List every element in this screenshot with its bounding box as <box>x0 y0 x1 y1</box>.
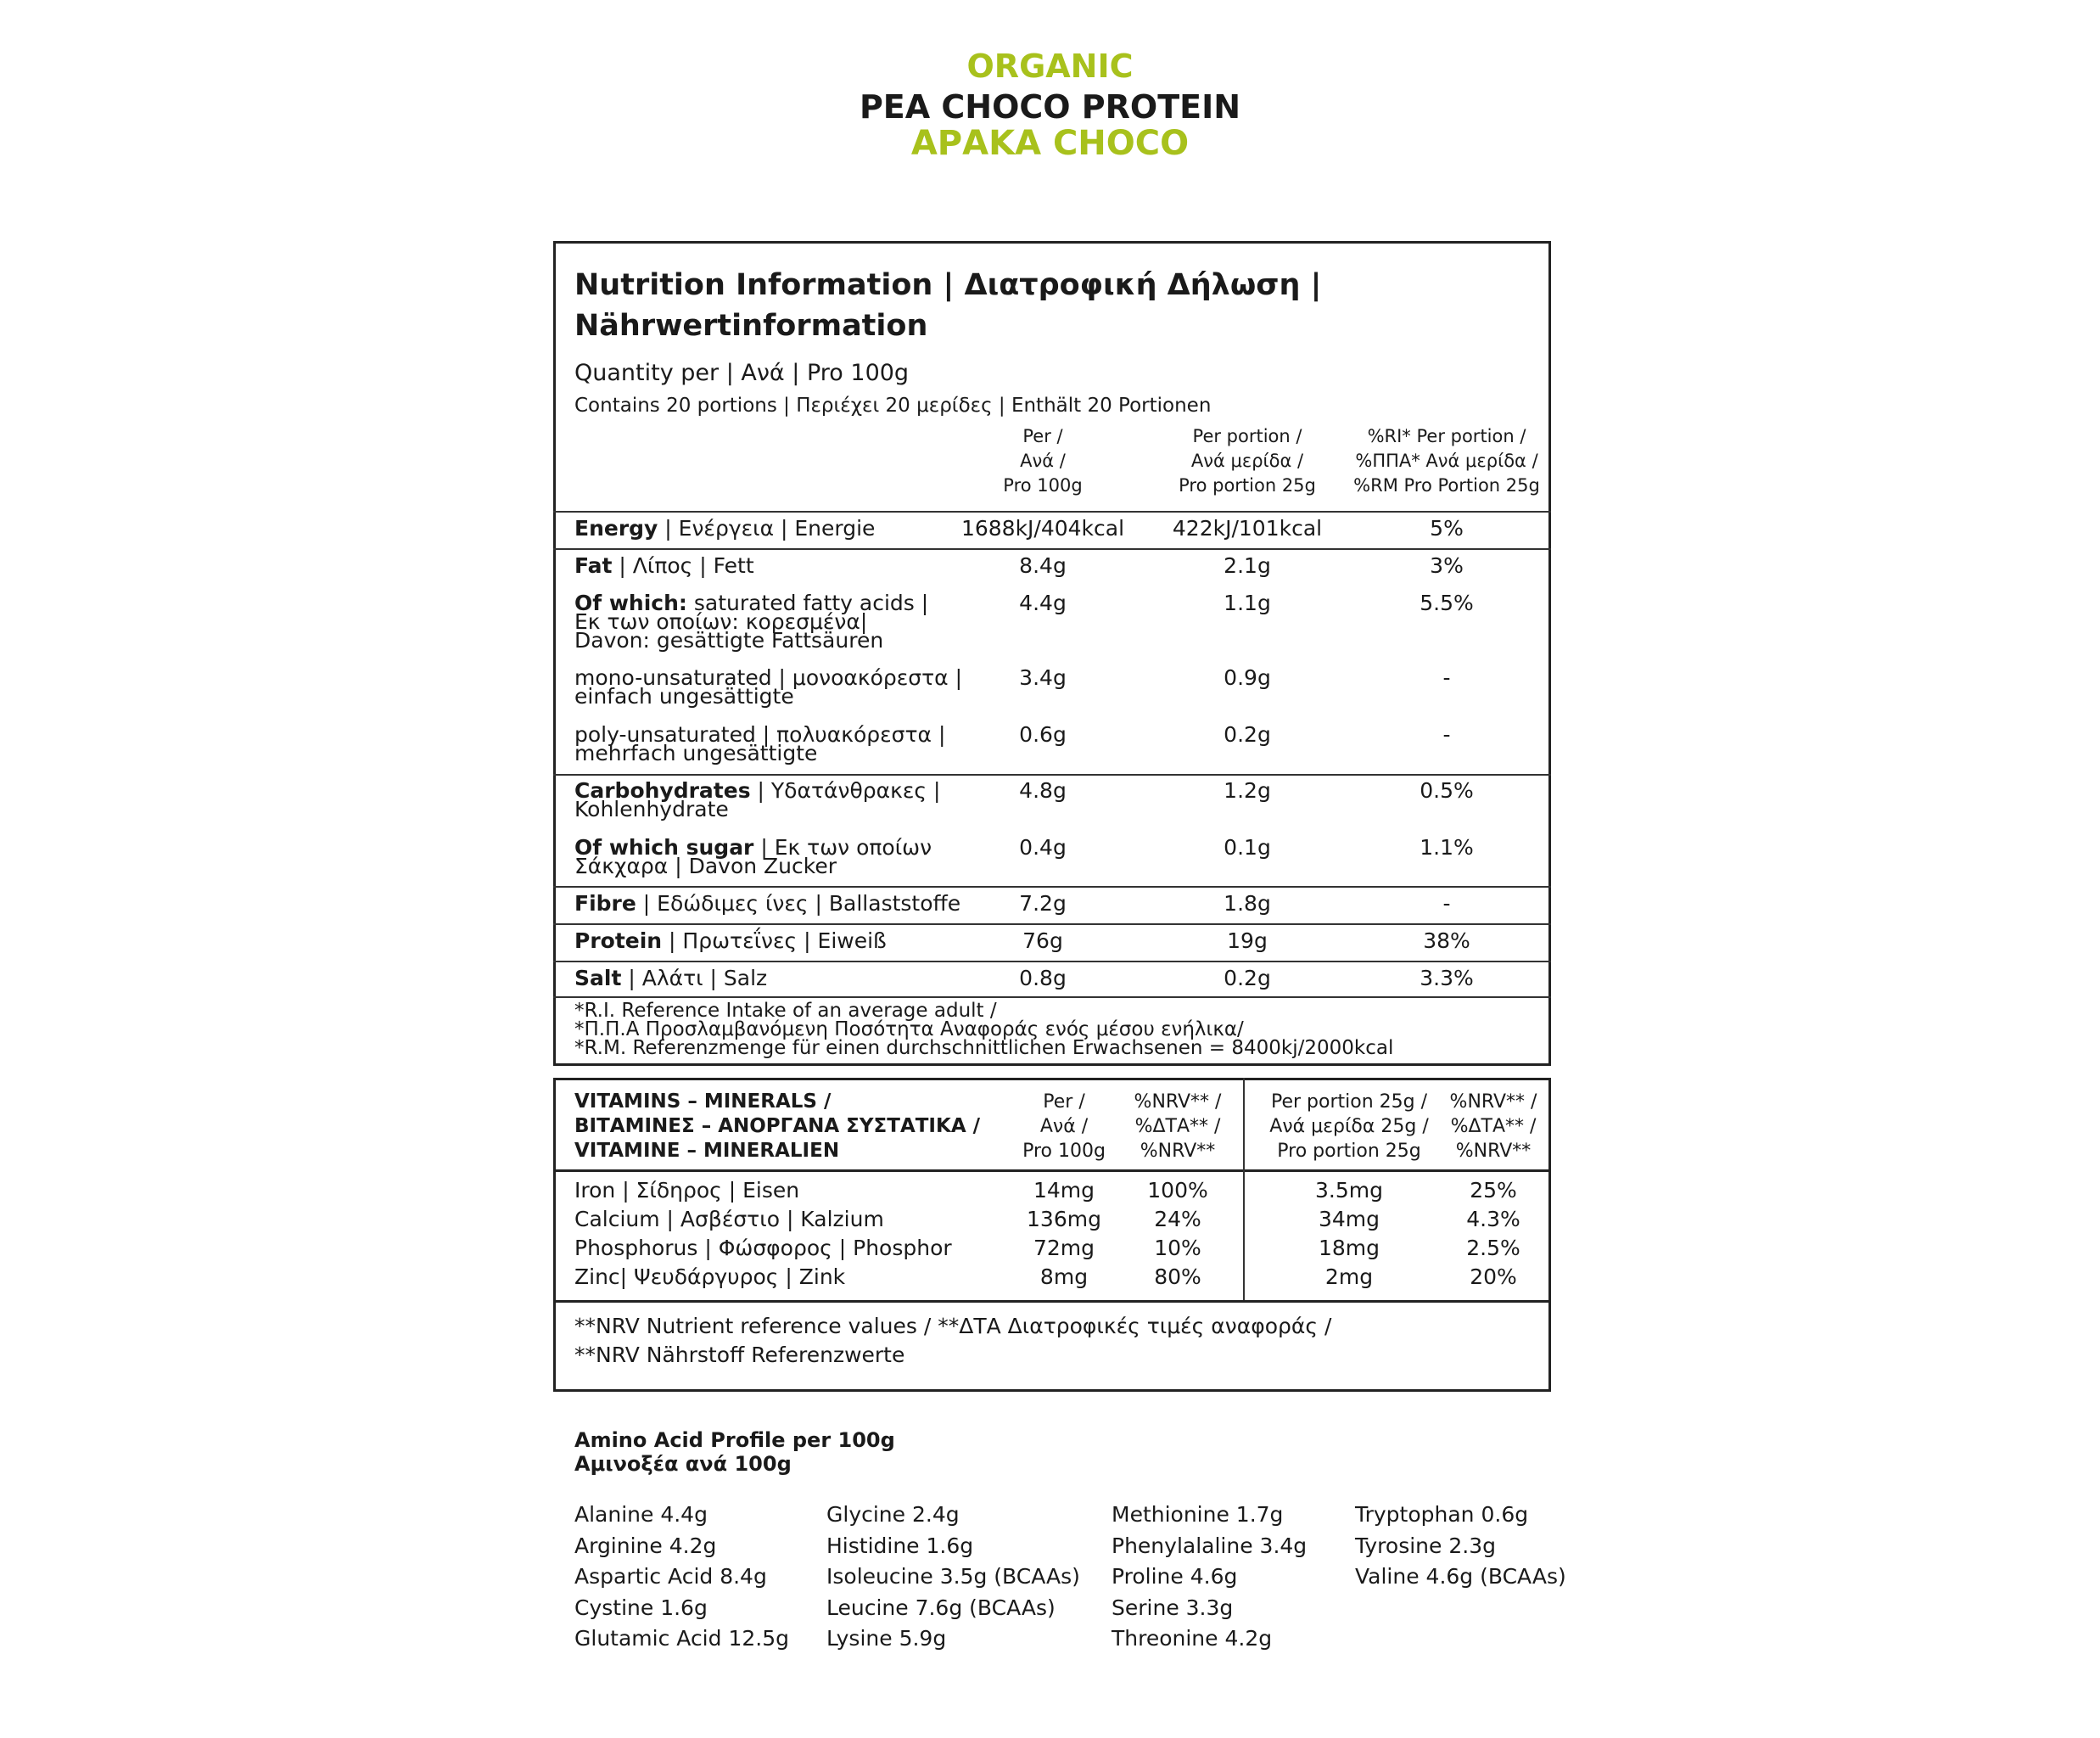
nutrient-value: 0.2g <box>1224 966 1271 990</box>
nutrient-name: Salt <box>574 966 622 990</box>
nutrient-name: Fibre <box>574 891 636 916</box>
mineral-value: 2.5% <box>1466 1236 1520 1260</box>
amino-acid-item: Arginine 4.2g <box>574 1533 717 1558</box>
column-header: Ανά / <box>1039 1116 1089 1137</box>
nutrient-translation: mehrfach ungesättigte <box>574 741 818 765</box>
vitamins-title: VITAMINS – MINERALS / ΒΙΤΑΜΙΝΕΣ – ΑΝΟΡΓΑΝΑ ΣΥΣΤΑΤΙΚΑ / VITAMINE – MINERALIEN <box>574 1090 981 1162</box>
nutrient-value: 0.5% <box>1420 778 1474 803</box>
nutrient-value: 4.8g <box>1019 778 1067 803</box>
nutrient-value: 1688kJ/404kcal <box>960 516 1125 541</box>
footnote-line: *R.I. Reference Intake of an average adult / <box>574 1000 997 1022</box>
nutrient-translation: | Υδατάνθρακες | <box>750 778 941 803</box>
nutrient-translation: | Εκ των οποίων <box>753 835 932 860</box>
mineral-value: 4.3% <box>1466 1207 1520 1231</box>
nutrient-translation: mono-unsaturated | μονοακόρεστα | <box>574 665 963 690</box>
nutrient-translation: Davon: gesättigte Fattsäuren <box>574 628 884 653</box>
mineral-value: 34mg <box>1318 1207 1380 1231</box>
nutrient-translation: Εκ των οποίων: κορεσμένα| <box>574 609 868 634</box>
amino-acid-item: Cystine 1.6g <box>574 1595 708 1620</box>
nutrient-value: 3% <box>1430 553 1464 578</box>
nutrient-value: 4.4g <box>1019 591 1067 615</box>
nutrient-name: Of which: <box>574 591 687 615</box>
mineral-value: 14mg <box>1033 1178 1095 1203</box>
nutrient-translation: | Λίπος | Fett <box>612 553 754 578</box>
amino-acid-item: Tyrosine 2.3g <box>1355 1533 1496 1558</box>
nutrient-name: Carbohydrates <box>574 778 751 803</box>
nutrient-value: - <box>1442 722 1451 747</box>
row-divider <box>553 511 1551 513</box>
nutrient-value: 422kJ/101kcal <box>1172 516 1323 541</box>
nutrient-value: 1.1g <box>1224 591 1271 615</box>
column-header: %NRV** / <box>1134 1091 1222 1113</box>
nutrient-label <box>574 665 963 709</box>
mineral-value: 72mg <box>1033 1236 1095 1260</box>
nutrient-label <box>574 516 876 541</box>
nutrient-name: Protein <box>574 928 663 953</box>
column-header: %ΔΤΑ** / <box>1450 1116 1537 1137</box>
nutrient-label <box>574 928 887 953</box>
nutrient-label <box>574 591 929 653</box>
nutrient-value: 5% <box>1430 516 1464 541</box>
nutrient-value: 0.6g <box>1019 722 1067 747</box>
amino-acid-item: Proline 4.6g <box>1112 1564 1238 1589</box>
mineral-value: 18mg <box>1318 1236 1380 1260</box>
column-header: Per portion / <box>1192 426 1302 446</box>
nutrient-translation: Kohlenhydrate <box>574 797 729 821</box>
amino-acid-item: Isoleucine 3.5g (BCAAs) <box>826 1564 1080 1589</box>
row-divider <box>553 886 1551 888</box>
amino-acid-item: Leucine 7.6g (BCAAs) <box>826 1595 1056 1620</box>
amino-acid-item: Threonine 4.2g <box>1112 1626 1273 1651</box>
column-header: %NRV** / <box>1449 1091 1537 1113</box>
amino-acid-item: Methionine 1.7g <box>1112 1502 1284 1527</box>
mineral-value: 25% <box>1470 1178 1517 1203</box>
row-divider <box>553 548 1551 550</box>
mineral-name: Phosphorus | Φώσφορος | Phosphor <box>574 1236 952 1260</box>
nutrient-value: 0.2g <box>1224 722 1271 747</box>
amino-acid-item: Valine 4.6g (BCAAs) <box>1355 1564 1566 1589</box>
product-name-greek: ΑΡΑΚΑ CHOCO <box>910 124 1190 163</box>
column-header: Pro portion 25g <box>1179 475 1316 496</box>
nutrient-value: 1.8g <box>1224 891 1271 916</box>
nutrient-value: 7.2g <box>1019 891 1067 916</box>
mineral-value: 3.5mg <box>1315 1178 1383 1203</box>
nutrient-name: Fat <box>574 553 613 578</box>
nutrient-value: 3.4g <box>1019 665 1067 690</box>
nutrient-label <box>574 778 941 821</box>
nutrient-value: 3.3% <box>1420 966 1474 990</box>
column-header: Ανά μερίδα / <box>1190 451 1304 471</box>
nutrient-translation: saturated fatty acids | <box>686 591 929 615</box>
nutrient-value: - <box>1442 891 1451 916</box>
column-header: Pro portion 25g <box>1277 1141 1421 1162</box>
nutrient-translation: | Αλάτι | Salz <box>621 966 768 990</box>
footnote-line: *R.M. Referenzmenge für einen durchschnittlichen Erwachsenen = 8400kj/2000kcal <box>574 1037 1394 1059</box>
amino-acid-item: Glutamic Acid 12.5g <box>574 1626 789 1651</box>
nutrition-title-de: Nährwertinformation <box>574 309 928 343</box>
nutrient-label <box>574 966 768 990</box>
mineral-value: 100% <box>1147 1178 1208 1203</box>
row-divider <box>553 996 1551 998</box>
nutrient-value: 8.4g <box>1019 553 1067 578</box>
column-header: %RM Pro Portion 25g <box>1353 475 1540 496</box>
footnote-line: *Π.Π.Α Προσλαμβανόμενη Ποσότητα Αναφοράς ενός μέσου ενήλικα/ <box>574 1018 1244 1040</box>
column-header: Per / <box>1022 426 1063 446</box>
nutrient-label <box>574 553 754 578</box>
mineral-name: Calcium | Ασβέστιο | Kalzium <box>574 1207 884 1231</box>
mineral-value: 24% <box>1154 1207 1201 1231</box>
nutrient-translation: | Εδώδιμες ίνες | Ballaststoffe <box>636 891 961 916</box>
nutrient-value: 2.1g <box>1224 553 1271 578</box>
mineral-value: 20% <box>1470 1264 1517 1289</box>
mineral-value: 8mg <box>1039 1264 1089 1289</box>
amino-acid-item: Glycine 2.4g <box>826 1502 960 1527</box>
column-header: %NRV** <box>1140 1141 1216 1162</box>
column-header: %NRV** <box>1455 1141 1532 1162</box>
amino-acid-item: Serine 3.3g <box>1112 1595 1234 1620</box>
amino-title: Amino Acid Profile per 100g Αμινοξέα ανά 100g <box>574 1428 895 1476</box>
nutrient-value: 0.8g <box>1019 966 1067 990</box>
mineral-name: Iron | Σίδηρος | Eisen <box>574 1178 800 1203</box>
column-header: Pro 100g <box>1003 475 1083 496</box>
amino-acid-item: Aspartic Acid 8.4g <box>574 1564 767 1589</box>
nutrient-value: 5.5% <box>1420 591 1474 615</box>
nutrient-value: 0.1g <box>1224 835 1271 860</box>
nutrient-label <box>574 891 961 916</box>
contains-line: Contains 20 portions | Περιέχει 20 μερίδες | Enthält 20 Portionen <box>574 395 1212 417</box>
column-header: Pro 100g <box>1022 1141 1106 1162</box>
nutrient-value: 1.1% <box>1420 835 1474 860</box>
amino-acid-item: Phenylalaline 3.4g <box>1112 1533 1308 1558</box>
column-header: Per / <box>1043 1091 1085 1113</box>
mineral-value: 80% <box>1154 1264 1201 1289</box>
nutrient-translation: einfach ungesättigte <box>574 684 794 709</box>
column-header: %ΠΠΑ* Ανά μερίδα / <box>1355 451 1538 471</box>
amino-acid-item: Tryptophan 0.6g <box>1355 1502 1529 1527</box>
vitamins-footnotes: **NRV Nutrient reference values / **ΔΤΑ Διατροφικές τιμές αναφοράς / **NRV Nährstoff Referenzwerte <box>574 1314 1332 1367</box>
mineral-value: 136mg <box>1027 1207 1101 1231</box>
nutrient-value: 38% <box>1423 928 1470 953</box>
nutrition-footnotes <box>574 1001 1393 1057</box>
column-header: Per portion 25g / <box>1270 1091 1428 1113</box>
nutrient-value: 0.9g <box>1224 665 1271 690</box>
nutrient-label <box>574 835 932 878</box>
nutrient-translation: | Ενέργεια | Energie <box>658 516 876 541</box>
nutrient-name: Energy <box>574 516 658 541</box>
nutrient-value: - <box>1442 665 1451 690</box>
mineral-value: 10% <box>1154 1236 1201 1260</box>
nutrient-value: 76g <box>1022 928 1063 953</box>
quantity-line: Quantity per | Ανά | Pro 100g <box>574 360 910 386</box>
row-divider <box>553 961 1551 962</box>
nutrient-translation: Σάκχαρα | Davon Zucker <box>574 854 837 878</box>
mineral-value: 2mg <box>1324 1264 1374 1289</box>
column-header: Ανά / <box>1020 451 1066 471</box>
amino-acid-item: Lysine 5.9g <box>826 1626 947 1651</box>
nutrient-value: 0.4g <box>1019 835 1067 860</box>
nutrient-value: 1.2g <box>1224 778 1271 803</box>
column-header: %RI* Per portion / <box>1367 426 1526 446</box>
row-divider <box>553 923 1551 925</box>
column-header: Ανά μερίδα 25g / <box>1269 1116 1429 1137</box>
amino-acid-item: Alanine 4.4g <box>574 1502 708 1527</box>
label-organic: ORGANIC <box>966 48 1134 85</box>
mineral-name: Zinc| Ψευδάργυρος | Zink <box>574 1264 846 1289</box>
row-divider <box>553 774 1551 776</box>
nutrient-translation: | Πρωτεΐνες | Eiweiß <box>662 928 887 953</box>
column-header: %ΔΤΑ** / <box>1134 1116 1221 1137</box>
nutrient-value: 19g <box>1227 928 1268 953</box>
nutrient-label <box>574 722 946 765</box>
nutrient-translation: poly-unsaturated | πολυακόρεστα | <box>574 722 946 747</box>
nutrient-name: Of which sugar <box>574 835 754 860</box>
product-name: PEA CHOCO PROTEIN <box>859 88 1241 126</box>
amino-acid-item: Histidine 1.6g <box>826 1533 974 1558</box>
nutrition-title: Nutrition Information | Διατροφική Δήλωση | <box>574 268 1322 302</box>
